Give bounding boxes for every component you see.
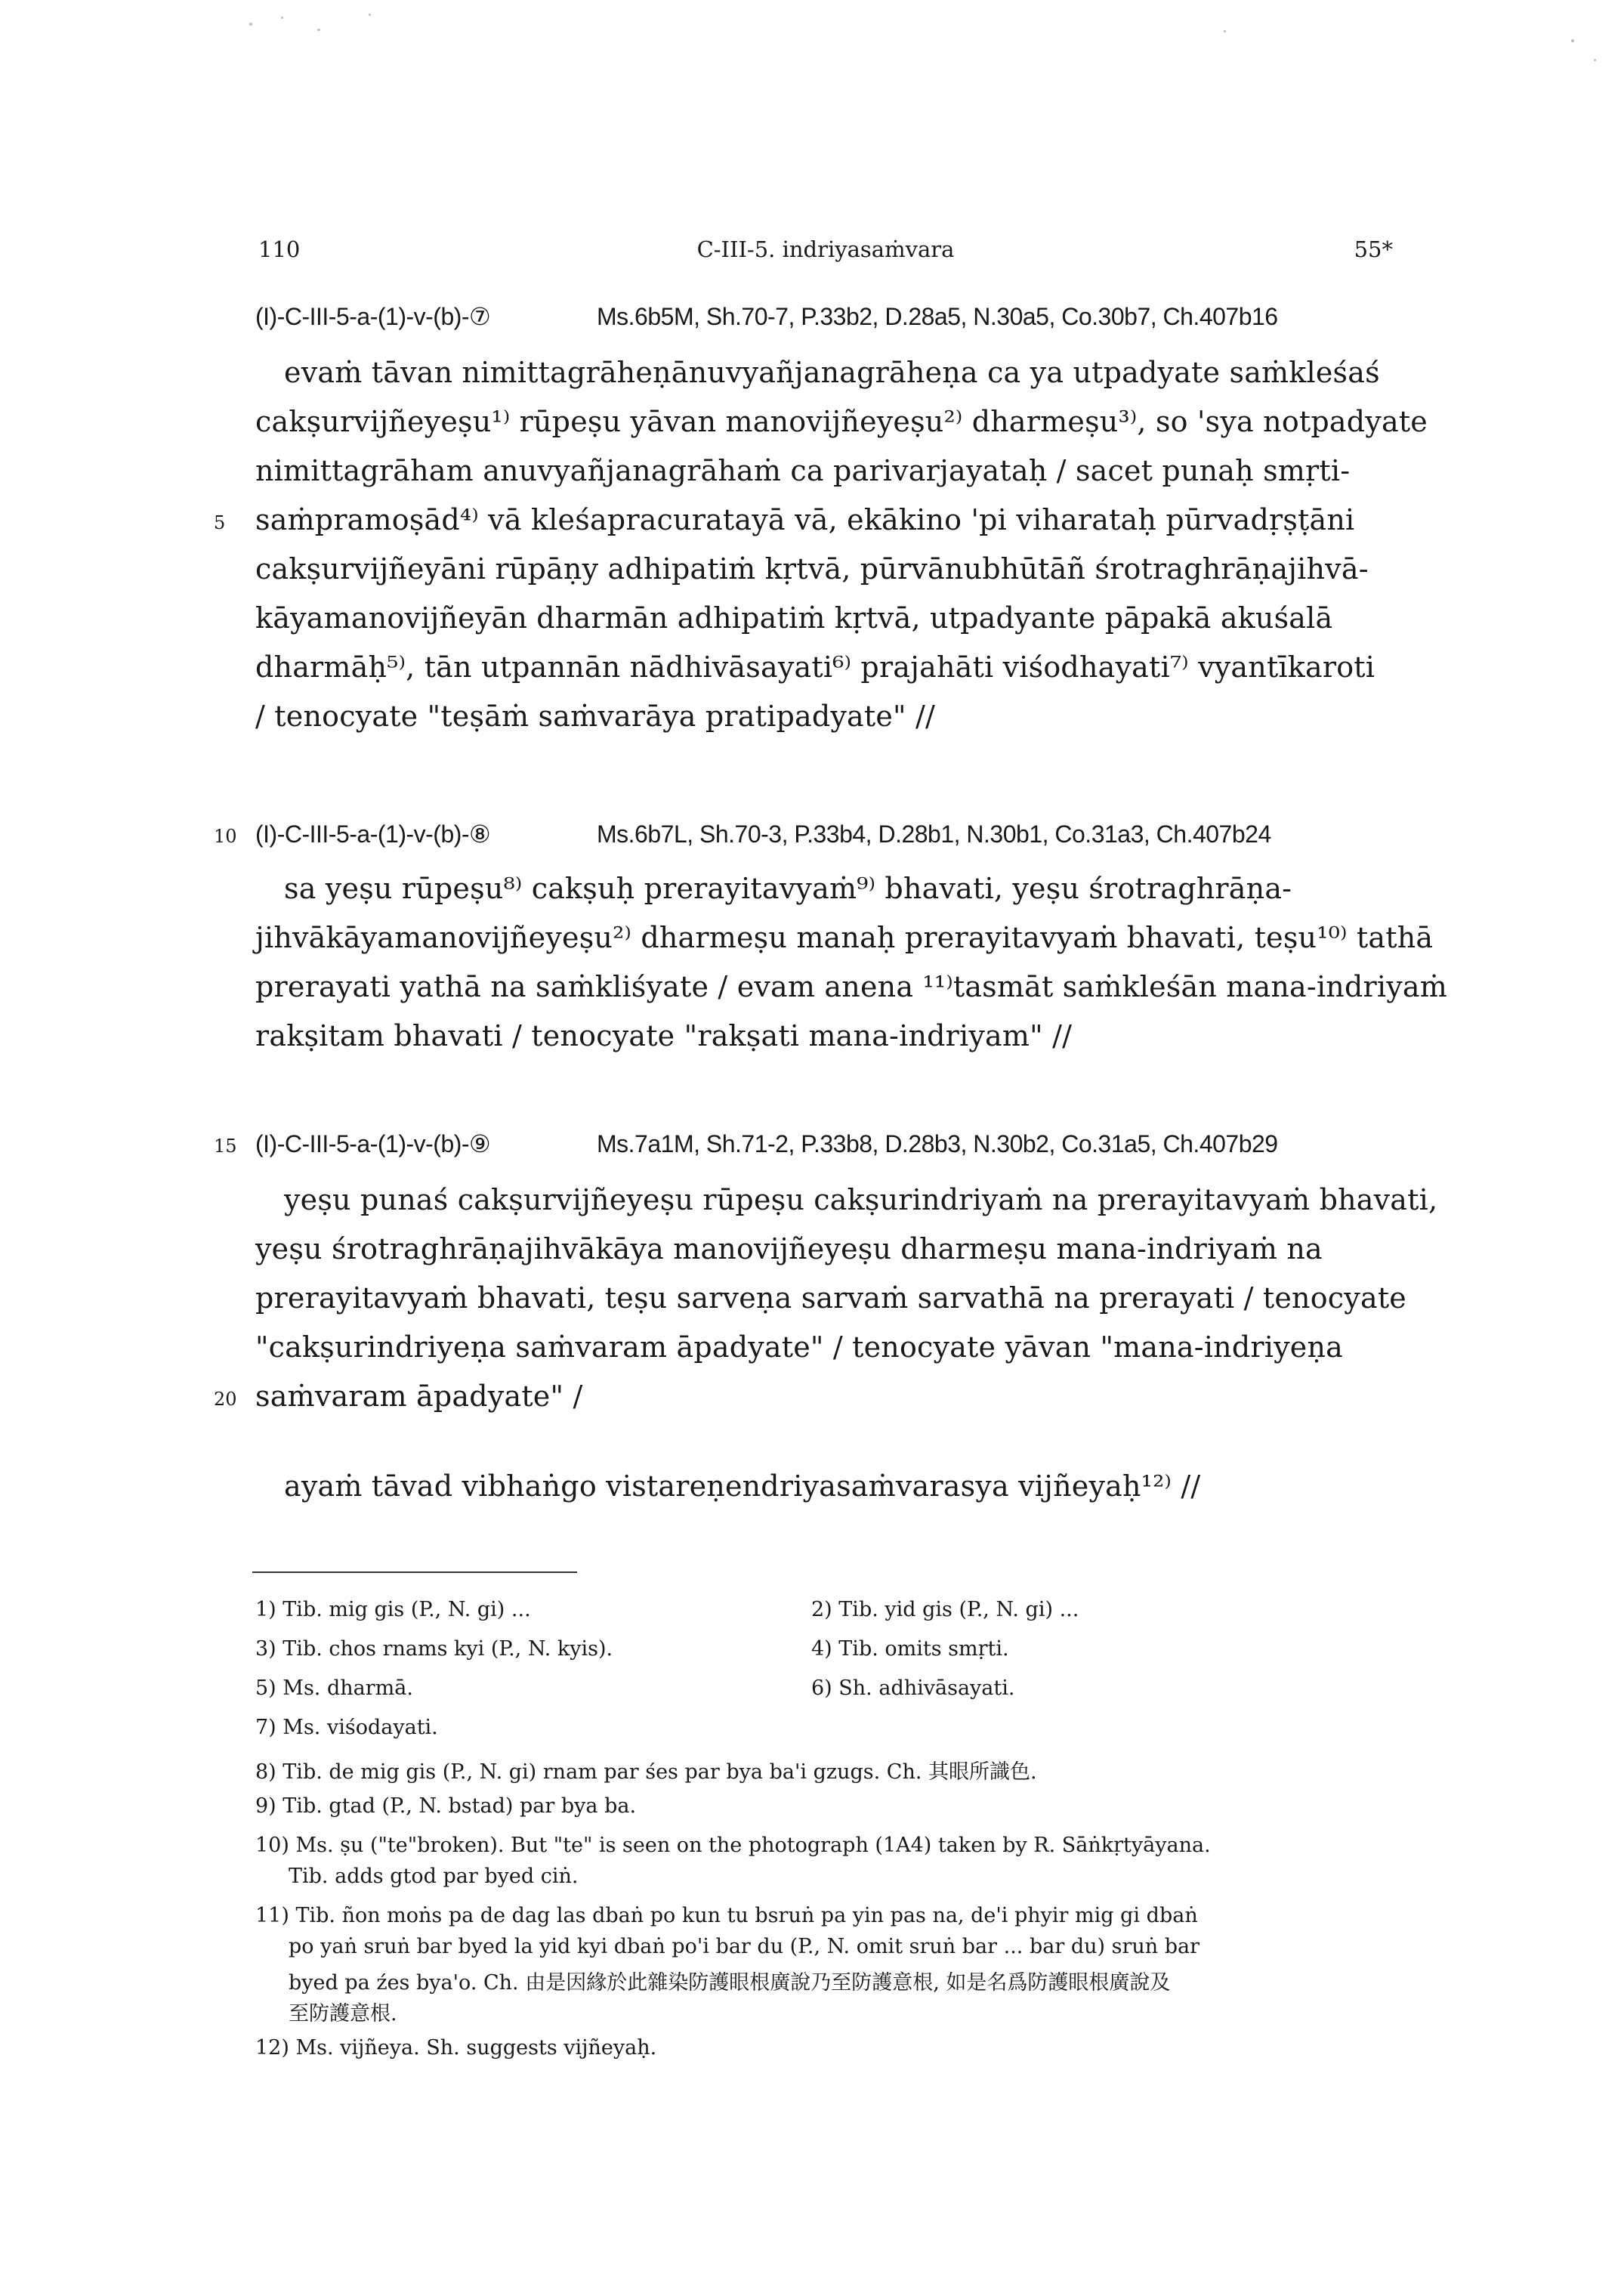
text-line: prerayati yathā na saṁkliśyate / evam anena ¹¹⁾tasmāt saṁkleśān mana-indriyaṁ [255, 970, 1447, 1003]
text-line: "cakṣurindriyeṇa saṁvaram āpadyate" / tenocyate yāvan "mana-indriyeṇa [255, 1330, 1343, 1364]
text-line: nimittagrāham anuvyañjanagrāhaṁ ca parivarjayataḥ / sacet punaḥ smṛti- [255, 454, 1351, 487]
footnote: 1) Tib. mig gis (P., N. gi) ... [255, 1598, 531, 1621]
text-line: jihvākāyamanovijñeyeṣu²⁾ dharmeṣu manaḥ prerayitavyaṁ bhavati, teṣu¹⁰⁾ tathā [255, 921, 1434, 954]
chapter-title: C-III-5. indriyasaṁvara [696, 236, 955, 262]
footnote: 2) Tib. yid gis (P., N. gi) ... [811, 1598, 1079, 1621]
section-id: (I)-C-III-5-a-(1)-v-(b)-⑨ [255, 1130, 491, 1157]
footnote-continuation: Tib. adds gtod par byed ciṅ. [289, 1865, 579, 1888]
line-number: 15 [214, 1136, 237, 1157]
footnote: 12) Ms. vijñeya. Sh. suggests vijñeyaḥ. [255, 2036, 657, 2060]
footnote: 10) Ms. ṣu ("te"broken). But "te" is seen on the photograph (1A4) taken by R. Sāṅkṛtyāyana. [255, 1834, 1211, 1857]
folio-number: 55* [1354, 236, 1393, 262]
scan-speck [1571, 39, 1574, 42]
scan-speck [249, 23, 252, 26]
footnote-continuation: po yaṅ sruṅ bar byed la yid kyi dbaṅ po'i bar du (P., N. omit sruṅ bar ... bar du) sruṅ bar [289, 1935, 1200, 1958]
footnote: 6) Sh. adhivāsayati. [811, 1676, 1015, 1700]
footnote: 7) Ms. viśodayati. [255, 1716, 438, 1739]
text-line: prerayitavyaṁ bhavati, teṣu sarveṇa sarvaṁ sarvathā na prerayati / tenocyate [255, 1281, 1406, 1315]
footnote: 8) Tib. de mig gis (P., N. gi) rnam par śes par bya ba'i gzugs. Ch. 其眼所識色. [255, 1760, 1037, 1784]
footnote: 3) Tib. chos rnams kyi (P., N. kyis). [255, 1637, 613, 1661]
text-line: cakṣurvijñeyeṣu¹⁾ rūpeṣu yāvan manovijñeyeṣu²⁾ dharmeṣu³⁾, so 'sya notpadyate [255, 405, 1428, 438]
text-line: saṁvaram āpadyate" / [255, 1380, 583, 1413]
closing-line: ayaṁ tāvad vibhaṅgo vistareṇendriyasaṁvarasya vijñeyaḥ¹²⁾ // [284, 1469, 1201, 1503]
scan-speck [1224, 30, 1226, 32]
text-line: kāyamanovijñeyān dharmān adhipatiṁ kṛtvā, utpadyante pāpakā akuśalā [255, 601, 1333, 635]
section-id: (I)-C-III-5-a-(1)-v-(b)-⑦ [255, 303, 491, 330]
footnote: 9) Tib. gtad (P., N. bstad) par bya ba. [255, 1794, 637, 1818]
text-line: yeṣu śrotraghrāṇajihvākāya manovijñeyeṣu dharmeṣu mana-indriyaṁ na [255, 1232, 1323, 1265]
section-id: (I)-C-III-5-a-(1)-v-(b)-⑧ [255, 820, 491, 848]
section-refs: Ms.7a1M, Sh.71-2, P.33b8, D.28b3, N.30b2, Co.31a5, Ch.407b29 [597, 1130, 1278, 1157]
running-header [258, 236, 1393, 273]
section-refs: Ms.6b7L, Sh.70-3, P.33b4, D.28b1, N.30b1, Co.31a3, Ch.407b24 [597, 820, 1271, 848]
scan-speck [369, 14, 371, 16]
section-refs: Ms.6b5M, Sh.70-7, P.33b2, D.28a5, N.30a5, Co.30b7, Ch.407b16 [597, 303, 1278, 330]
footnote: 4) Tib. omits smṛti. [811, 1637, 1009, 1661]
text-line: evaṁ tāvan nimittagrāheṇānuvyañjanagrāheṇa ca ya utpadyate saṁkleśaś [284, 356, 1380, 389]
page-number: 110 [258, 236, 301, 262]
text-line: sa yeṣu rūpeṣu⁸⁾ cakṣuḥ prerayitavyaṁ⁹⁾ bhavati, yeṣu śrotraghrāṇa- [284, 872, 1292, 905]
footnote: 11) Tib. ñon moṅs pa de dag las dbaṅ po kun tu bsruṅ pa yin pas na, de'i phyir mig gi dbaṅ [255, 1904, 1198, 1927]
scan-speck [317, 29, 320, 31]
line-number: 20 [214, 1389, 237, 1410]
footnote-continuation: byed pa źes bya'o. Ch. 由是因緣於此雜染防護眼根廣說乃至防護意根, 如是名爲防護眼根廣說及 [289, 1971, 1171, 1995]
section-heading [255, 302, 1278, 331]
scan-speck [281, 17, 283, 19]
section-heading [255, 1129, 1278, 1158]
footnote-continuation: 至防護意根. [289, 2002, 397, 2026]
section-heading [255, 820, 1271, 848]
text-line: cakṣurvijñeyāni rūpāṇy adhipatiṁ kṛtvā, pūrvānubhūtāñ śrotraghrāṇajihvā- [255, 552, 1369, 586]
text-line: rakṣitam bhavati / tenocyate "rakṣati mana-indriyam" // [255, 1019, 1073, 1052]
text-line: yeṣu punaś cakṣurvijñeyeṣu rūpeṣu cakṣurindriyaṁ na prerayitavyaṁ bhavati, [284, 1183, 1438, 1216]
footnote: 5) Ms. dharmā. [255, 1676, 413, 1700]
scan-speck [1594, 59, 1596, 61]
line-number: 10 [214, 826, 237, 847]
line-number: 5 [214, 512, 226, 533]
text-line: / tenocyate "teṣāṁ saṁvarāya pratipadyate" // [255, 700, 935, 733]
footnote-rule [252, 1571, 577, 1573]
text-line: dharmāḥ⁵⁾, tān utpannān nādhivāsayati⁶⁾ prajahāti viśodhayati⁷⁾ vyantīkaroti [255, 650, 1375, 684]
text-line: saṁpramoṣād⁴⁾ vā kleśapracuratayā vā, ekākino 'pi viharataḥ pūrvadṛṣṭāni [255, 503, 1355, 536]
